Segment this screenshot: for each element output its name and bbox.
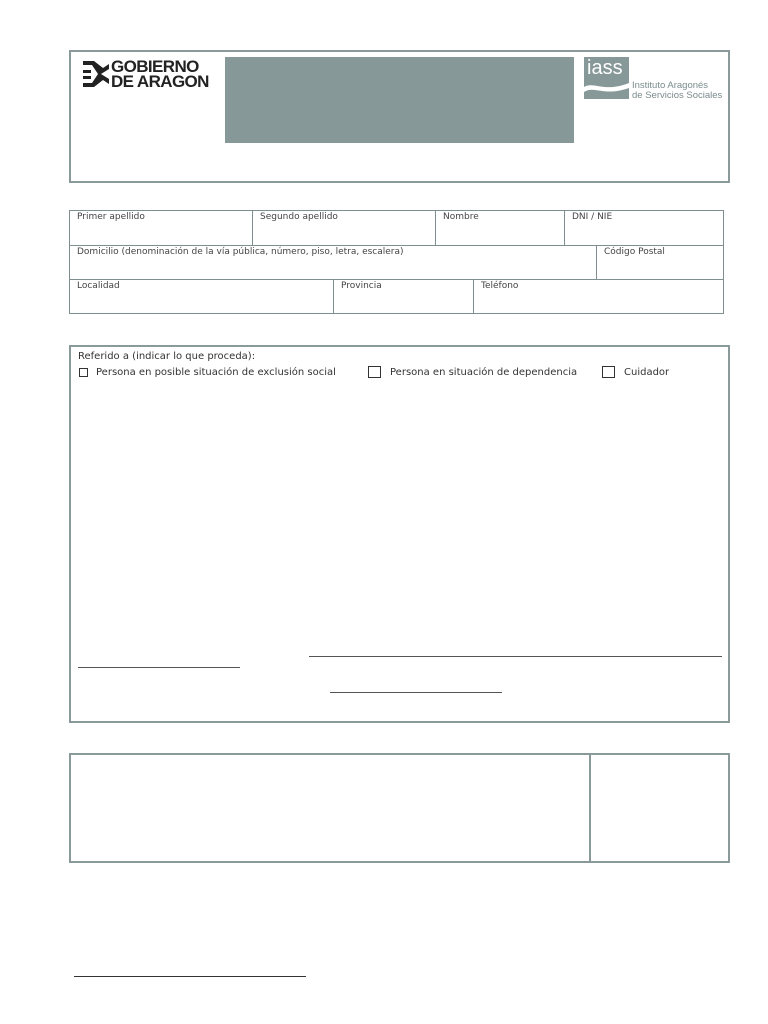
registro-divider — [589, 755, 591, 861]
personal-data-table — [69, 210, 724, 314]
table-row — [70, 245, 723, 280]
iass-wave-icon — [584, 79, 629, 99]
footer-rule — [74, 976, 306, 977]
option-exclusion-social[interactable] — [79, 365, 336, 379]
telefono-field[interactable] — [474, 280, 723, 314]
iass-logo-square — [584, 57, 629, 99]
registro-box — [69, 753, 730, 863]
option-dependencia[interactable] — [368, 365, 577, 379]
checkbox-cuidador[interactable] — [602, 366, 615, 378]
checkbox-dependencia[interactable] — [368, 366, 381, 378]
option-label: Persona en situación de dependencia — [390, 366, 578, 378]
iass-line-2: de Servicios Sociales — [632, 90, 723, 101]
field-label: Localidad — [77, 281, 120, 291]
field-label: Domicilio (denominación de la vía pública, número, piso, letra, escalera) — [77, 247, 404, 257]
field-label: DNI / NIE — [572, 212, 613, 222]
signature-line-center[interactable] — [330, 692, 502, 693]
nombre-field[interactable] — [436, 211, 565, 245]
option-cuidador[interactable] — [602, 365, 669, 379]
signature-line-left[interactable] — [78, 667, 240, 668]
option-label: Cuidador — [624, 366, 670, 378]
option-label: Persona en posible situación de exclusión social — [96, 366, 336, 378]
iass-logo — [584, 57, 724, 99]
provincia-field[interactable] — [334, 280, 474, 314]
table-row — [70, 279, 723, 314]
domicilio-field[interactable] — [70, 246, 597, 280]
logo-text-de-aragon: DE ARAGON — [111, 72, 209, 91]
dni-nie-field[interactable] — [565, 211, 723, 245]
referido-section — [69, 345, 730, 723]
header-box — [69, 50, 730, 183]
gobierno-de-aragon-logo — [81, 57, 223, 91]
field-label: Teléfono — [481, 281, 519, 291]
referido-title: Referido a (indicar lo que proceda): — [78, 351, 256, 362]
primer-apellido-field[interactable] — [70, 211, 253, 245]
field-label: Segundo apellido — [260, 212, 338, 222]
localidad-field[interactable] — [70, 280, 334, 314]
field-label: Código Postal — [604, 247, 665, 257]
logo-text-gobierno: GOBIERNO — [111, 57, 199, 76]
checkbox-exclusion-social[interactable] — [79, 368, 88, 377]
segundo-apellido-field[interactable] — [253, 211, 436, 245]
iass-logo-word: iass — [587, 57, 623, 79]
field-label: Nombre — [443, 212, 479, 222]
title-placeholder-block — [225, 57, 574, 143]
codigo-postal-field[interactable] — [597, 246, 723, 280]
table-row — [70, 211, 723, 245]
field-label: Provincia — [341, 281, 382, 291]
field-label: Primer apellido — [77, 212, 145, 222]
signature-line-long[interactable] — [309, 656, 722, 657]
iass-line-1: Instituto Aragonés — [632, 80, 709, 91]
aragon-emblem-icon — [81, 58, 111, 90]
